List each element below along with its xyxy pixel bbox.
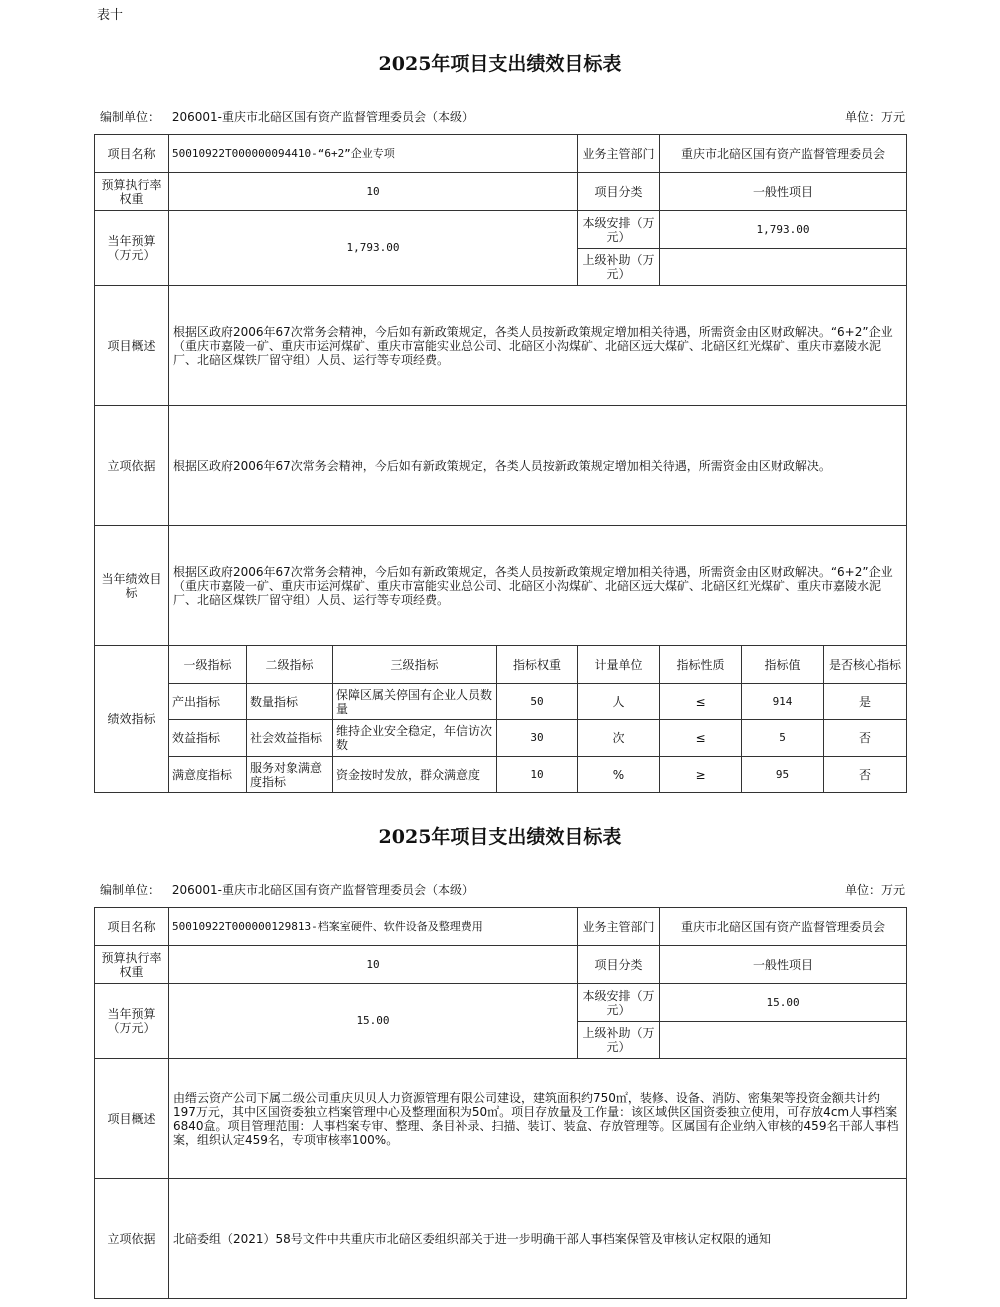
indicator-header: 三级指标: [333, 646, 497, 684]
weight-label: 预算执行率权重: [95, 173, 169, 211]
local-label: 本级安排（万元）: [578, 211, 660, 249]
basis-text: 根据区政府2006年67次常务会精神，今后如有新政策规定，各类人员按新政策规定增加相关待遇，所需资金由区财政解决。: [169, 406, 907, 526]
table-cell: %: [578, 757, 660, 793]
local-value: 1,793.00: [660, 211, 907, 249]
indicator-header: 指标性质: [660, 646, 742, 684]
budget-value: 1,793.00: [169, 211, 578, 286]
table-cell: 满意度指标: [169, 757, 247, 793]
dept-value: 重庆市北碚区国有资产监督管理委员会: [660, 908, 907, 946]
table-row: [95, 684, 907, 720]
basis-text: 北碚委组（2021）58号文件中共重庆市北碚区委组织部关于进一步明确干部人事档案保管及审核认定权限的通知: [169, 1179, 907, 1299]
local-value: 15.00: [660, 984, 907, 1022]
table-cell: 5: [742, 720, 824, 757]
upper-value: [660, 1022, 907, 1059]
table-row: [95, 757, 907, 793]
indicators-label: 绩效指标: [95, 646, 169, 793]
category-label: 项目分类: [578, 946, 660, 984]
performance-table: [94, 907, 907, 1299]
table-cell: 95: [742, 757, 824, 793]
table-number-label: 表十: [97, 8, 124, 23]
upper-label: 上级补助（万元）: [578, 1022, 660, 1059]
table-cell: ≤: [660, 684, 742, 720]
form-title: 2025年项目支出绩效目标表: [378, 826, 622, 848]
basis-label: 立项依据: [95, 1179, 169, 1299]
table-cell: 效益指标: [169, 720, 247, 757]
budget-label: 当年预算（万元）: [95, 984, 169, 1059]
unit-line: [100, 108, 905, 125]
project-name-label: 项目名称: [95, 135, 169, 173]
table-cell: ≥: [660, 757, 742, 793]
weight-value: 10: [169, 946, 578, 984]
table-cell: ≤: [660, 720, 742, 757]
table-cell: 914: [742, 684, 824, 720]
weight-label: 预算执行率权重: [95, 946, 169, 984]
table-cell: 维持企业安全稳定，年信访次数: [333, 720, 497, 757]
dept-label: 业务主管部门: [578, 908, 660, 946]
project-name-value: 50010922T000000129813-档案室硬件、软件设备及整理费用: [169, 908, 578, 946]
indicator-header: 一级指标: [169, 646, 247, 684]
table-cell: 服务对象满意度指标: [247, 757, 333, 793]
table-cell: 30: [497, 720, 578, 757]
table-cell: 资金按时发放，群众满意度: [333, 757, 497, 793]
table-cell: 数量指标: [247, 684, 333, 720]
category-value: 一般性项目: [660, 173, 907, 211]
table-cell: 人: [578, 684, 660, 720]
overview-label: 项目概述: [95, 1059, 169, 1179]
unit-prefix: 编制单位：: [100, 883, 161, 897]
dept-value: 重庆市北碚区国有资产监督管理委员会: [660, 135, 907, 173]
indicator-header: 指标权重: [497, 646, 578, 684]
table-cell: 次: [578, 720, 660, 757]
currency-unit: 单位：万元: [844, 110, 905, 124]
dept-label: 业务主管部门: [578, 135, 660, 173]
indicator-header: 二级指标: [247, 646, 333, 684]
table-cell: 10: [497, 757, 578, 793]
table-cell: 产出指标: [169, 684, 247, 720]
table-cell: 是: [824, 684, 907, 720]
overview-text: 由缙云资产公司下属二级公司重庆贝贝人力资源管理有限公司建设，建筑面积约750㎡，装修、设备、消防、密集架等投资金额共计约197万元，其中区国资委独立档案管理中心及整理面积为50㎡。项目存放量及工作量：该区域供区国资委独立使用，可存放4cm人事档案6840盒。项目管理范围：人事档案专审、整理、条目补录、扫描、装订、装盒、存放管理等。区属国有企业纳入审核的459名干部人事档案，组织认定459名，专项审核率100%。: [169, 1059, 907, 1179]
indicator-header: 指标值: [742, 646, 824, 684]
basis-label: 立项依据: [95, 406, 169, 526]
goal-label: 当年绩效目标: [95, 526, 169, 646]
local-label: 本级安排（万元）: [578, 984, 660, 1022]
unit-prefix: 编制单位：: [100, 110, 161, 124]
unit-name: 206001-重庆市北碚区国有资产监督管理委员会（本级）: [171, 883, 474, 897]
performance-table: [94, 134, 907, 793]
table-cell: 50: [497, 684, 578, 720]
indicator-header: 是否核心指标: [824, 646, 907, 684]
table-cell: 保障区属关停国有企业人员数量: [333, 684, 497, 720]
overview-label: 项目概述: [95, 286, 169, 406]
overview-text: 根据区政府2006年67次常务会精神，今后如有新政策规定，各类人员按新政策规定增加相关待遇，所需资金由区财政解决。“6+2”企业（重庆市嘉陵一矿、重庆市运河煤矿、重庆市富能实业总公司、北碚区小沟煤矿、北碚区远大煤矿、北碚区红光煤矿、重庆市嘉陵水泥厂、北碚区煤铁厂留守组）人员、运行等专项经费。: [169, 286, 907, 406]
category-value: 一般性项目: [660, 946, 907, 984]
table-row: [95, 720, 907, 757]
budget-label: 当年预算（万元）: [95, 211, 169, 286]
form-title: 2025年项目支出绩效目标表: [378, 53, 622, 75]
upper-value: [660, 249, 907, 286]
table-cell: 否: [824, 720, 907, 757]
category-label: 项目分类: [578, 173, 660, 211]
project-name-label: 项目名称: [95, 908, 169, 946]
unit-name: 206001-重庆市北碚区国有资产监督管理委员会（本级）: [171, 110, 474, 124]
upper-label: 上级补助（万元）: [578, 249, 660, 286]
budget-value: 15.00: [169, 984, 578, 1059]
unit-line: [100, 881, 905, 898]
currency-unit: 单位：万元: [844, 883, 905, 897]
project-name-value: 50010922T000000094410-“6+2”企业专项: [169, 135, 578, 173]
goal-text: 根据区政府2006年67次常务会精神，今后如有新政策规定，各类人员按新政策规定增加相关待遇，所需资金由区财政解决。“6+2”企业（重庆市嘉陵一矿、重庆市运河煤矿、重庆市富能实业总公司、北碚区小沟煤矿、北碚区远大煤矿、北碚区红光煤矿、重庆市嘉陵水泥厂、北碚区煤铁厂留守组）人员、运行等专项经费。: [169, 526, 907, 646]
table-cell: 否: [824, 757, 907, 793]
weight-value: 10: [169, 173, 578, 211]
table-cell: 社会效益指标: [247, 720, 333, 757]
indicator-header: 计量单位: [578, 646, 660, 684]
